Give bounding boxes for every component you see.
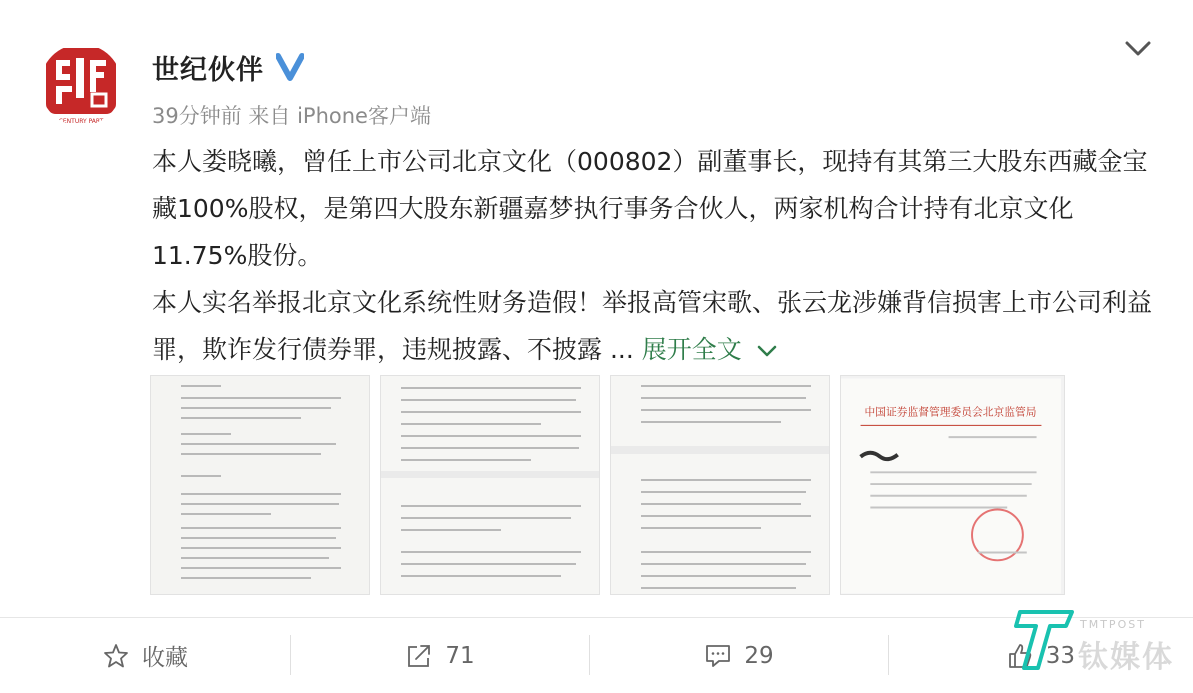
favorite-button[interactable] [0,618,290,693]
expand-full-text-link[interactable] [642,335,778,364]
avatar[interactable] [40,44,122,126]
image-thumbnail-4[interactable] [840,375,1065,595]
document-image-2 [381,376,600,595]
comment-button[interactable] [590,618,888,693]
comment-icon [704,642,732,670]
thumb4-header: 中国证券监督管理委员会北京监管局 [864,405,1037,419]
image-thumbnail-3[interactable] [610,375,830,595]
favorite-label: 收藏 [142,645,188,671]
username[interactable]: 世纪伙伴 [152,55,264,86]
post-content [152,138,1162,373]
image-grid [150,375,1165,595]
content-paragraph-2 [152,279,1162,373]
expand-label: 展开全文 [641,335,742,364]
verified-icon [276,52,304,82]
watermark-cn: 钛媒体 [1078,640,1174,675]
repost-button[interactable] [291,618,589,693]
post-meta: 39分钟前 来自 iPhone客户端 [152,104,431,128]
document-image-1 [151,376,370,595]
tmtpost-logo-icon [1014,606,1076,672]
comment-count: 29 [744,642,774,669]
repost-count: 71 [445,642,475,669]
document-image-3 [611,376,830,595]
image-thumbnail-1[interactable] [150,375,370,595]
content-paragraph-2-text: 本人实名举报北京文化系统性财务造假！举报高管宋歌、张云龙涉嫌背信损害上市公司利益罪，欺诈发行债券罪，违规披露、不披露 ... [152,288,1153,364]
expand-chevron-icon [756,344,778,358]
repost-icon [405,642,433,670]
document-image-4 [841,376,1061,595]
tmtpost-watermark [1008,600,1193,680]
chevron-down-icon[interactable] [1124,38,1152,60]
avatar-logo [40,44,122,126]
content-paragraph-1: 本人娄晓曦，曾任上市公司北京文化（000802）副董事长，现持有其第三大股东西藏金宝藏100%股权，是第四大股东新疆嘉梦执行事务合伙人，两家机构合计持有北京文化11.75%股份。 [152,147,1148,270]
star-icon [102,642,130,670]
image-thumbnail-2[interactable] [380,375,600,595]
watermark-brand: TMTPOST [1080,618,1146,631]
like-count: 33 [1045,642,1075,669]
avatar-text: CENTURY PART [58,118,104,125]
